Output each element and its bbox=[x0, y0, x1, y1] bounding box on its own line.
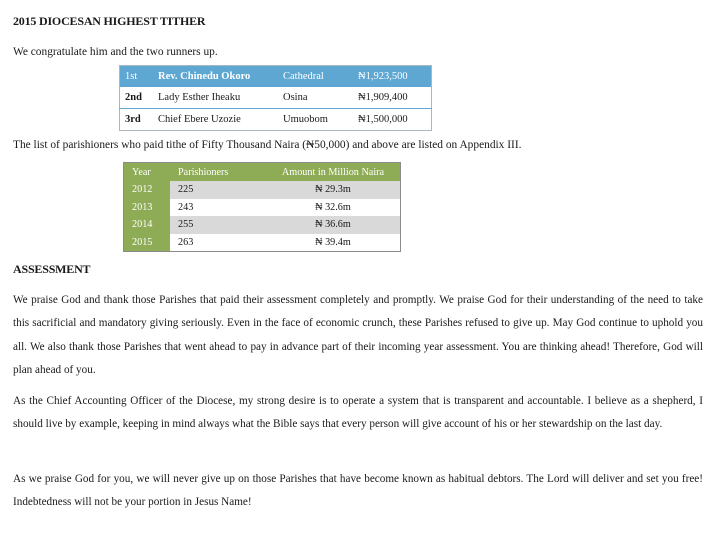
table-row bbox=[124, 199, 401, 217]
count-cell: 263 bbox=[178, 236, 194, 248]
amount-cell: ₦ 29.3m bbox=[258, 181, 401, 199]
amount-cell: ₦ 32.6m bbox=[315, 201, 351, 213]
tithers-table bbox=[119, 65, 432, 131]
count-cell: 225 bbox=[170, 181, 258, 199]
amount-cell: ₦1,500,000 bbox=[353, 109, 432, 131]
parish-cell: Umuobom bbox=[278, 109, 353, 131]
table-row bbox=[124, 234, 401, 252]
list-text: The list of parishioners who paid tithe of Fifty Thousand Naira (₦50,000) and above are listed on Appendix III. bbox=[13, 139, 522, 151]
count-cell: 255 bbox=[170, 216, 258, 234]
table-header-row bbox=[124, 163, 401, 182]
parishioners-table bbox=[123, 162, 401, 252]
table-row bbox=[120, 109, 432, 131]
parish-cell: Osina bbox=[278, 87, 353, 109]
intro-text: We congratulate him and the two runners up. bbox=[13, 46, 218, 58]
year-cell: 2012 bbox=[124, 181, 171, 199]
parish-cell: Cathedral bbox=[278, 66, 353, 88]
assessment-paragraph-3: As we praise God for you, we will never give up on those Parishes that have become known as habitual debtors. The Lord will deliver and set you free! Indebtedness will not be your portion in Jesus Name! bbox=[13, 473, 703, 509]
table-row bbox=[120, 66, 432, 88]
table-row bbox=[124, 216, 401, 234]
amount-cell: ₦ 36.6m bbox=[258, 216, 401, 234]
header-amount: Amount in Million Naira bbox=[258, 163, 401, 182]
heading-assessment: ASSESSMENT bbox=[13, 262, 91, 276]
table-row bbox=[120, 87, 432, 109]
amount-cell: ₦ 39.4m bbox=[315, 236, 351, 248]
name-cell: Rev. Chinedu Okoro bbox=[153, 66, 278, 88]
header-year: Year bbox=[124, 163, 171, 182]
rank-cell: 2nd bbox=[120, 87, 154, 109]
year-cell: 2014 bbox=[124, 216, 171, 234]
year-cell: 2013 bbox=[124, 199, 171, 217]
year-cell: 2015 bbox=[124, 234, 171, 252]
amount-cell: ₦1,923,500 bbox=[353, 66, 432, 88]
heading-highest-tither: 2015 DIOCESAN HIGHEST TITHER bbox=[13, 14, 206, 28]
amount-cell: ₦1,909,400 bbox=[353, 87, 432, 109]
table-row bbox=[124, 181, 401, 199]
rank-cell: 3rd bbox=[120, 109, 154, 131]
header-parishioners: Parishioners bbox=[170, 163, 258, 182]
count-cell: 243 bbox=[178, 201, 194, 213]
assessment-paragraph-2: As the Chief Accounting Officer of the Diocese, my strong desire is to operate a system that is transparent and accountable. I believe as a shepherd, I should live by example, keeping in mind always what the Bible says that every person will give account of his or her stewardship on the last day. bbox=[13, 395, 703, 431]
rank-cell: 1st bbox=[120, 66, 154, 88]
name-cell: Chief Ebere Uzozie bbox=[153, 109, 278, 131]
assessment-paragraph-1: We praise God and thank those Parishes that paid their assessment completely and promptly. We praise God for their understanding of the need to take this sacrificial and mandatory giving seriously. Even in the face of economic crunch, these Parishes refused to give up. May God continue to uphold you all. We also thank those Parishes that went ahead to pay in advance part of their incoming year assessment. You are thinking ahead! Therefore, God will plan ahead of you. bbox=[13, 294, 703, 376]
name-cell: Lady Esther Iheaku bbox=[153, 87, 278, 109]
